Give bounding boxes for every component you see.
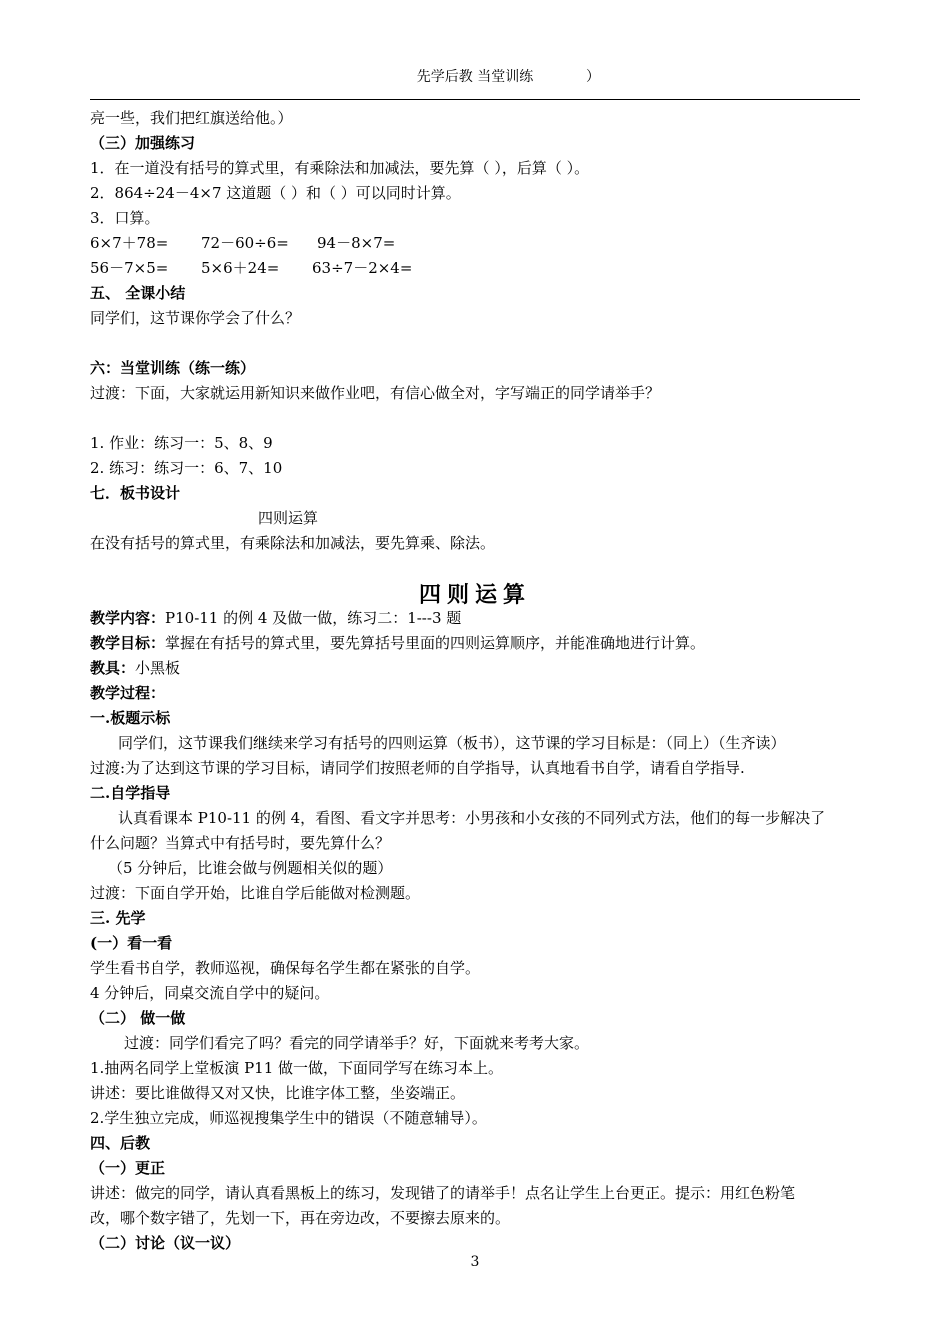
list-item: 2. 练习：练习一：6、7、10: [90, 459, 283, 477]
text-line: 4 分钟后，同桌交流自学中的疑问。: [90, 984, 330, 1002]
text-line: 1.抽两名同学上堂板演 P11 做一做，下面同学写在练习本上。: [90, 1059, 504, 1077]
text-line: 在没有括号的算式里，有乘除法和加减法，要先算乘、除法。: [90, 534, 496, 552]
text-line: 过渡：下面，大家就运用新知识来做作业吧，有信心做全对，字写端正的同学请举手？: [90, 384, 661, 402]
page-header: [0, 66, 950, 86]
list-item: 1. 作业：练习一：5、8、9: [90, 434, 273, 452]
text-line: 2.学生独立完成，师巡视搜集学生中的错误（不随意辅导）。: [90, 1109, 487, 1127]
subheading: （一）更正: [90, 1159, 166, 1177]
page-number: 3: [470, 1254, 480, 1270]
calc-item: 6×7＋78=: [90, 234, 169, 252]
heading-board-design: 七．板书设计: [90, 484, 181, 502]
question-1: 1．在一道没有括号的算式里，有乘除法和加减法，要先算（ ），后算（ ）。: [90, 159, 590, 177]
heading-3: 三. 先学: [90, 909, 146, 927]
question-2: 2．864÷24－4×7 这道题（ ）和（ ）可以同时计算。: [90, 184, 461, 202]
teaching-process: 教学过程：: [90, 684, 166, 702]
teaching-content: 教学内容：P10-11 的例 4 及做一做，练习二：1---3 题: [90, 609, 462, 627]
subheading-practice: （三）加强练习: [90, 134, 196, 152]
subheading: (一）看一看: [90, 934, 173, 952]
lesson-title: 四则运算: [418, 582, 531, 608]
text-line: 讲述：要比谁做得又对又快，比谁字体工整，坐姿端正。: [90, 1084, 466, 1102]
subheading: （二）讨论（议一议）: [90, 1234, 241, 1252]
header-rule: [90, 99, 860, 100]
text-line: 什么问题？当算式中有括号时，要先算什么？: [90, 834, 391, 852]
question-3: 3．口算。: [90, 209, 160, 227]
subheading: （二） 做一做: [90, 1009, 186, 1027]
text-line: 学生看书自学，教师巡视，确保每名学生都在紧张的自学。: [90, 959, 481, 977]
teaching-tool: 教具：小黑板: [90, 659, 181, 677]
calc-item: 63÷7－2×4=: [312, 259, 413, 277]
text-line: 过渡：同学们看完了吗？看完的同学请举手？好，下面就来考考大家。: [124, 1034, 590, 1052]
text-line: 过渡:为了达到这节课的学习目标，请同学们按照老师的自学指导，认真地看书自学，请看自学指导.: [90, 759, 745, 777]
text-line: （5 分钟后，比谁会做与例题相关似的题）: [108, 859, 393, 877]
heading-1: 一.板题示标: [90, 709, 171, 727]
heading-2: 二.自学指导: [90, 784, 171, 802]
text-line: 改，哪个数字错了，先划一下，再在旁边改，不要擦去原来的。: [90, 1209, 511, 1227]
board-title: 四则运算: [258, 509, 319, 527]
teaching-goal: 教学目标：掌握在有括号的算式里，要先算括号里面的四则运算顺序，并能准确地进行计算。: [90, 634, 706, 652]
text-line: 同学们，这节课我们继续来学习有括号的四则运算（板书），这节课的学习目标是：（同上）（生齐读）: [118, 734, 786, 752]
calc-row-1: [90, 233, 395, 253]
text-line: 同学们，这节课你学会了什么？: [90, 309, 301, 327]
text-line: 讲述：做完的同学，请认真看黑板上的练习，发现错了的请举手！点名让学生上台更正。提示：用红色粉笔: [90, 1184, 796, 1202]
heading-summary: 五、 全课小结: [90, 284, 186, 302]
heading-training: 六：当堂训练（练一练）: [90, 359, 256, 377]
header-paren: ）: [586, 69, 600, 85]
text-line: 亮一些，我们把红旗送给他。）: [90, 109, 293, 127]
header-title: 先学后教 当堂训练: [416, 69, 534, 85]
heading-4: 四、后教: [90, 1134, 151, 1152]
calc-item: 94－8×7=: [317, 234, 396, 252]
calc-item: 5×6＋24=: [201, 259, 280, 277]
text-line: 认真看课本 P10-11 的例 4，看图、看文字并思考：小男孩和小女孩的不同列式方法，他们的每一步解决了: [118, 809, 826, 827]
text-line: 过渡：下面自学开始，比谁自学后能做对检测题。: [90, 884, 421, 902]
calc-item: 72－60÷6=: [201, 234, 289, 252]
calc-row-2: [90, 258, 412, 278]
calc-item: 56－7×5=: [90, 259, 169, 277]
